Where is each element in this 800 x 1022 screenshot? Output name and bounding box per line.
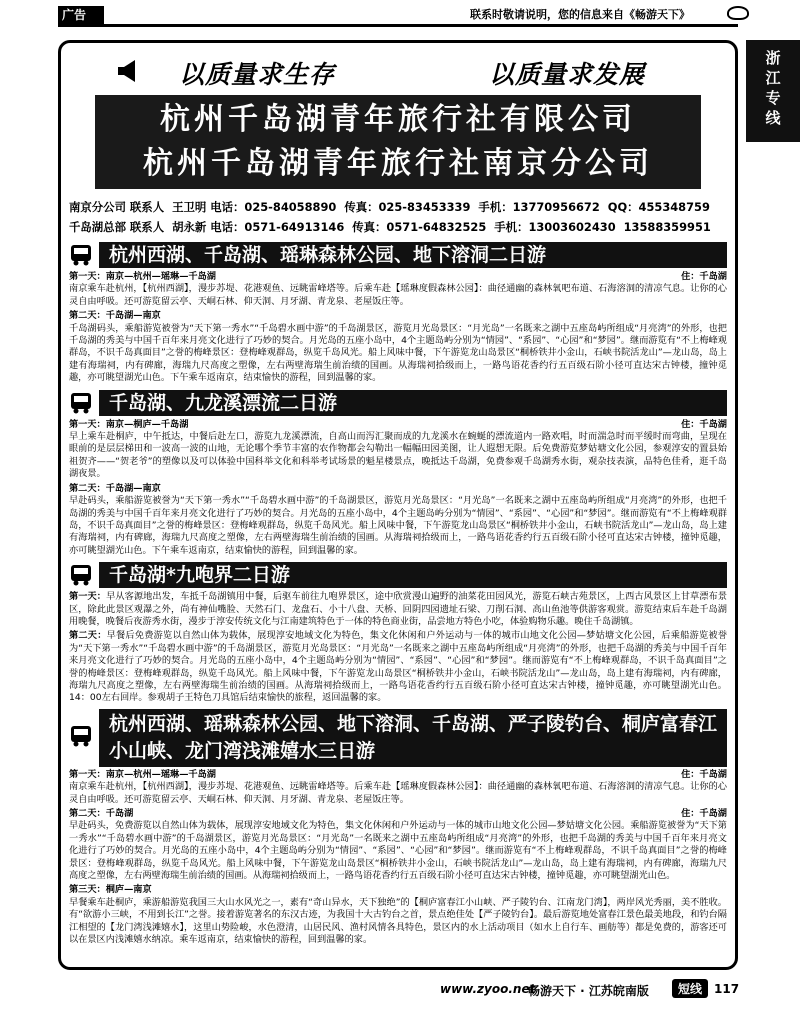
day-label: 第二天：千岛湖 xyxy=(69,808,134,819)
day-description: 南京乘车赴杭州，【杭州西湖】，漫步苏堤、花港观鱼、远眺雷峰塔等。后乘车赴【瑶琳度假森林公园】：曲径通幽的森林氧吧布道、石海溶洞的清凉气息。让你的心灵自由呼吸。还可游览留云亭、天峒石林、仰天洞、月牙湖、青龙泉、老屋饭庄等。 xyxy=(69,283,727,307)
footer-badge: 短线 xyxy=(672,979,708,998)
route-heading xyxy=(69,389,727,417)
itinerary-day xyxy=(69,769,727,806)
day-label: 第三天：桐庐—南京 xyxy=(69,884,152,896)
contact-phone: 王卫明 电话：025-84058890 xyxy=(172,200,337,214)
day-stay: 住：千岛湖 xyxy=(681,768,727,780)
route-title: 千岛湖、九龙溪漂流二日游 xyxy=(99,390,727,416)
contact-info xyxy=(69,197,727,237)
company-name-main: 杭州千岛湖青年旅行社有限公司 xyxy=(160,102,636,137)
header-rule xyxy=(58,24,738,27)
itinerary-day xyxy=(69,884,727,946)
day-label: 第一天：南京—桐庐—千岛湖 xyxy=(69,418,189,430)
contact-fax: 传真：025-83453339 xyxy=(344,200,471,214)
section-tab xyxy=(746,40,800,142)
magazine-logo-icon xyxy=(727,6,749,20)
contact-qq: QQ：455348759 xyxy=(607,200,710,214)
route-title: 杭州西湖、瑶琳森林公园、地下溶洞、千岛湖、严子陵钓台、桐庐富春江小山峡、龙门湾浅滩嬉水三日游 xyxy=(99,709,727,767)
company-banner xyxy=(95,95,701,189)
footer-publication: 畅游天下 · 江苏皖南版 xyxy=(528,984,649,998)
day-label: 第一天：南京—杭州—瑶琳—千岛湖 xyxy=(69,768,216,780)
day-description: 早从客源地出发，车抵千岛湖镇用中餐，后驱车前往九咆界景区，途中欣赏漫山遍野的油菜花田园风光，游览石峡古苑景区，上西古风景区上甘草漂布景区，除此此景区观瀑之外，尚有神仙嘴脸、天然石门、龙盘石、小十八盘、天桥、回阴四园遗址石梁、刀削石洞、高山鱼池等供游客观赏。游览结束后车赴千岛湖用晚餐，晚餐后夜游秀水街，漫步于淳安传统文化与江南建筑特色于一体的特色商业街，品尝地方特色小吃，体验购物乐趣。晚住千岛湖镇。 xyxy=(69,591,728,627)
contact-org: 千岛湖总部 联系人 xyxy=(69,220,165,234)
ad-label: 广告 xyxy=(58,6,104,24)
day-description: 南京乘车赴杭州，【杭州西湖】，漫步苏堤、花港观鱼、远眺雷峰塔等。后乘车赴【瑶琳度假森林公园】：曲径通幽的森林氧吧布道、石海溶洞的清凉气息。让你的心灵自由呼吸。还可游览留云亭、天峒石林、仰天洞、月牙湖、青龙泉、老屋饭庄等。 xyxy=(69,781,727,805)
advert-panel xyxy=(58,40,738,970)
day-description: 早赴码头，乘船游览被誉为“天下第一秀水”“千岛碧水画中游”的千岛湖景区，游览月光岛景区：“月光岛”一名既来之湖中五座岛屿所组成“月亮湾”的外形，也把千岛湖的秀美与中国千百年来月亮文化进行了巧妙的契合。月光岛的五座小岛中，4个主题岛屿分别为“情园”、“系园”、“心园”和“梦园”。继而游览有“不上梅峰观群岛，不识千岛真面目”之誉的梅峰景区：登梅峰观群岛，纵览千岛风光。船上风味中餐，下午游览龙山岛景区“桐桥铁井小金山，石峡书院活龙山”—龙山岛，岛上建有海瑞祠，内有碑廊，海瑞九尺高度之塑像，左右两壁海瑞生前治绩的国画。从海瑞祠拾级而上，一路鸟语花香约行五百级石阶小径可直达宋古钟楼，撞钟觅趣，亦可眺望湖光山色。下午乘车返南京，结束愉快的游程，回到温馨的家。 xyxy=(69,495,727,556)
header-note: 联系时敬请说明，您的信息来自《畅游天下》 xyxy=(470,8,690,21)
day-description: 早餐后免费游览以自然山体为载体，展现淳安地域文化为特色，集文化休闲和户外运动与一体的城市山地文化公园—梦姑塘文化公园，后乘船游览被誉为“天下第一秀水”“千岛碧水画中游”的千岛湖景区，游览月光岛景区：“月光岛”一名既来之湖中五座岛屿所组成“月亮湾”的外形，也把千岛湖的秀美与中国千百年来月亮文化进行了巧妙的契合。月光岛的五座小岛中，4个主题岛屿分别为“情园”、“系园”、“心园”和“梦园”。继而游览有“不上梅峰观群岛，不识千岛真面目”之誉的梅峰景区：登梅峰观群岛，纵览千岛风光。船上风味中餐，下午游览龙山岛景区“桐桥铁井小金山，石峡书院活龙山”—龙山岛，岛上建有海瑞祠，内有碑廊，海瑞九尺高度之塑像，左右两壁海瑞生前治绩的国画。从海瑞祠拾级而上，一路鸟语花香约行五百级石阶小径可直达宋古钟楼，撞钟觅趣，亦可眺望湖光山色。14：00左右回岸。参观胡子王特色刀具馆后结束愉快的旅程，返回温馨的家。 xyxy=(69,630,728,704)
contact-phone: 胡永新 电话：0571-64913146 xyxy=(172,220,345,234)
day-label: 第一天：南京—杭州—瑶琳—千岛湖 xyxy=(69,271,216,282)
itinerary-day xyxy=(69,808,727,882)
day-description: 早上乘车赴桐庐，中午抵达，中餐后赴左口，游览九龙溪漂流，自高山而泻汇聚而成的九龙溪水在蜿蜒的漂流道内一路欢唱，时而湍急时而平缓时而弯曲，呈现在眼前的是层层梯田和一波高一波的山地，无论哪个季节丰富的农作物都会勾勒出一幅幅田园美图，让人遐想无限。后免费游览梦姑塘文化公园，参观淳安的置县始祖贺齐——“贺老爷”的塑像以及可以体验中国科举文化和科举考试场景的魁星楼景点，晚抵达千岛湖，免费参观千岛湖秀水街，观杂技表演，品特色佳肴，逛千岛湖夜景。 xyxy=(69,431,727,480)
footer-url[interactable]: www.zyoo.net xyxy=(440,982,536,996)
itinerary-day xyxy=(69,310,727,384)
bus-icon xyxy=(69,244,93,266)
contact-mobile: 手机：13003602430 xyxy=(494,220,616,234)
contact-mobile: 手机：13770956672 xyxy=(478,200,600,214)
day-stay: 住：千岛湖 xyxy=(681,271,727,282)
route-title: 千岛湖*九咆界二日游 xyxy=(99,562,727,588)
day-stay: 住：千岛湖 xyxy=(681,418,727,430)
itinerary-day xyxy=(69,483,727,557)
section-tab-label: 浙江专线 xyxy=(765,49,781,127)
day-label: 第二天：千岛湖—南京 xyxy=(69,482,161,494)
itinerary-day xyxy=(69,271,727,308)
company-name-branch: 杭州千岛湖青年旅行社南京分公司 xyxy=(143,146,653,181)
slogan-survival: 以质量求生存 xyxy=(179,60,336,89)
contact-fax: 传真：0571-64832525 xyxy=(352,220,487,234)
top-bar xyxy=(0,0,800,38)
itinerary-day xyxy=(69,630,727,704)
page-number: 117 xyxy=(714,982,740,996)
day-label: 第一天： xyxy=(69,591,107,603)
bus-icon xyxy=(69,725,93,747)
contact-mobile-2: 13588359951 xyxy=(623,220,711,234)
bus-icon xyxy=(69,564,93,586)
contact-org: 南京分公司 联系人 xyxy=(69,200,165,214)
day-label: 第二天：千岛湖—南京 xyxy=(69,310,161,322)
day-stay: 住：千岛湖 xyxy=(681,808,727,819)
bus-icon xyxy=(69,392,93,414)
itinerary-day xyxy=(69,591,727,628)
contact-row-hq xyxy=(69,217,727,237)
contact-row-nanjing xyxy=(69,197,727,217)
speaker-icon xyxy=(117,59,139,83)
route-title: 杭州西湖、千岛湖、瑶琳森林公园、地下溶洞二日游 xyxy=(99,242,727,268)
day-description: 早餐乘车赴桐庐，乘游船游览我国三大山水风光之一，素有“奇山异水，天下独绝”的【桐庐富春江小山峡、严子陵钓台、江南龙门湾】，两岸风光秀丽，美不胜收。有“欲游小三峡，不用到长江”之誉。接着游览著名的东汉古迹，为我国十大古钓台之首，景点绝佳处【严子陵钓台】。最后游览地处富春江景色最美地段，和钓台隔江相望的【龙门湾浅滩嬉水】，这里山势险峻，水色澄清，山居民风、渔村风情各具特色，景区内的水上活动项目（如水上自行车、画舫等）都是免费的，游客还可以在景区内浅滩嬉水纳凉。乘车返南京，结束愉快的游程，回到温馨的家。 xyxy=(69,896,727,946)
itinerary-day xyxy=(69,419,727,481)
day-label: 第二天： xyxy=(69,630,107,642)
route-heading xyxy=(69,709,727,767)
day-description: 早赴码头，免费游览以自然山体为载体，展现淳安地域文化为特色，集文化休闲和户外运动与一体的城市山地文化公园—梦姑塘文化公园。乘船游览被誉为“天下第一秀水”“千岛碧水画中游”的千岛湖景区，游览月光岛景区：“月光岛”一名既来之湖中五座岛屿所组成“月亮湾”的外形，也把千岛湖的秀美与中国千百年来月亮文化进行了巧妙的契合。月光岛的五座小岛中，4个主题岛屿分别为“情园”、“系园”、“心园”和“梦园”。继而游览有“不上梅峰观群岛，不识千岛真面目”之誉的梅峰景区：登梅峰观群岛，纵览千岛风光。船上风味中餐，下午游览龙山岛景区“桐桥铁井小金山，石峡书院活龙山”—龙山岛，岛上建有海瑞祠，内有碑廊，海瑞九尺高度之塑像，左右两壁海瑞生前治绩的国画。从海瑞祠拾级而上，一路鸟语花香约行五百级石阶小径可直达宋古钟楼，撞钟觅趣，亦可眺望湖光山色。 xyxy=(69,820,727,882)
page-footer xyxy=(0,976,800,1022)
route-heading xyxy=(69,241,727,269)
route-heading xyxy=(69,561,727,589)
slogan-development: 以质量求发展 xyxy=(489,60,646,89)
day-description: 千岛湖码头，乘船游览被誉为“天下第一秀水”“千岛碧水画中游”的千岛湖景区，游览月光岛景区：“月光岛”一名既来之湖中五座岛屿所组成“月亮湾”的外形，也把千岛湖的秀美与中国千百年来月亮文化进行了巧妙的契合。月光岛的五座小岛中，4个主题岛屿分别为“情园”、“系园”、“心园”和“梦园”。继而游览有“不上梅峰观群岛，不识千岛真面目”之誉的梅峰景区：登梅峰观群岛，纵览千岛风光。船上风味中餐，下午游览龙山岛景区“桐桥铁井小金山，石峡书院活龙山”—龙山岛，岛上建有海瑞祠，内有碑廊，海瑞九尺高度之塑像，左右两壁海瑞生前治绩的国画。从海瑞祠拾级而上，一路鸟语花香约行五百级石阶小径可直达宋古钟楼，撞钟觅趣，亦可眺望湖光山色。下午乘车返南京，结束愉快的游程，回到温馨的家。 xyxy=(69,322,727,384)
slogans xyxy=(69,49,727,93)
